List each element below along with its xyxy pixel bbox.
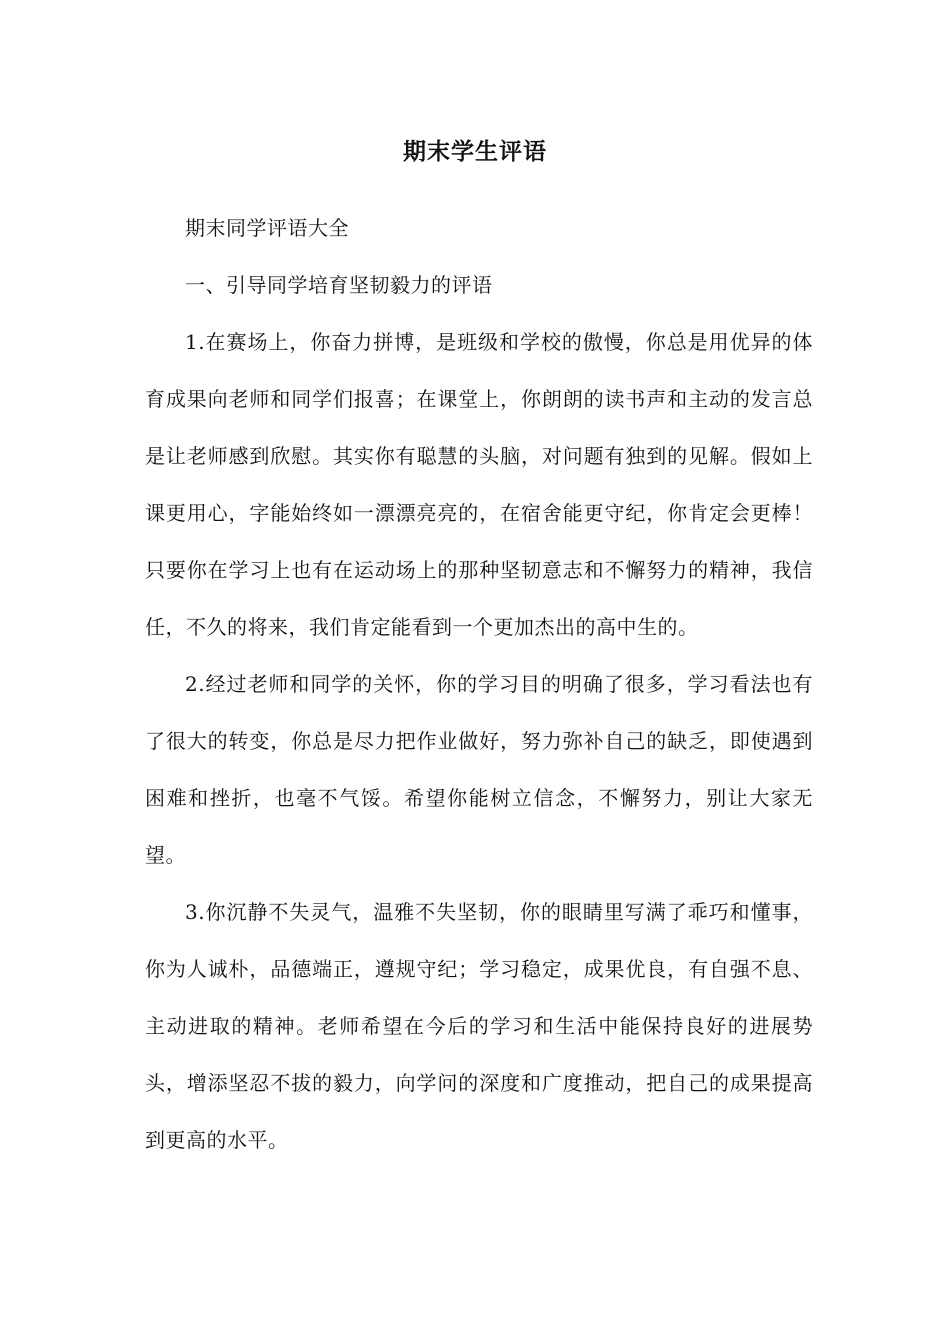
comment-paragraph-3: 3.你沉静不失灵气，温雅不失坚韧，你的眼睛里写满了乖巧和懂事，你为人诚朴，品德端正，遵规守纪；学习稳定，成果优良，有自强不息、主动进取的精神。老师希望在今后的学习和生活中能保持良好的进展势头，增添坚忍不拔的毅力，向学问的深度和广度推动，把自己的成果提高到更高的水平。: [145, 900, 813, 1152]
comment-paragraph-1: 1.在赛场上，你奋力拼博，是班级和学校的傲慢，你总是用优异的体育成果向老师和同学们报喜；在课堂上，你朗朗的读书声和主动的发言总是让老师感到欣慰。其实你有聪慧的头脑，对问题有独到的见解。假如上课更用心，字能始终如一漂漂亮亮的，在宿舍能更守纪，你肯定会更棒！只要你在学习上也有在运动场上的那种坚韧意志和不懈努力的精神，我信任，不久的将来，我们肯定能看到一个更加杰出的高中生的。: [145, 330, 813, 639]
section-heading: 一、引导同学培育坚韧毅力的评语: [185, 273, 493, 297]
document-title: 期末学生评语: [403, 138, 547, 165]
document-body: [145, 200, 813, 1169]
comment-paragraph-2: 2.经过老师和同学的关怀，你的学习目的明确了很多，学习看法也有了很大的转变，你总是尽力把作业做好，努力弥补自己的缺乏，即使遇到困难和挫折，也毫不气馁。希望你能树立信念，不懈努力，别让大家无望。: [145, 672, 813, 867]
document-subtitle: 期末同学评语大全: [185, 216, 349, 240]
